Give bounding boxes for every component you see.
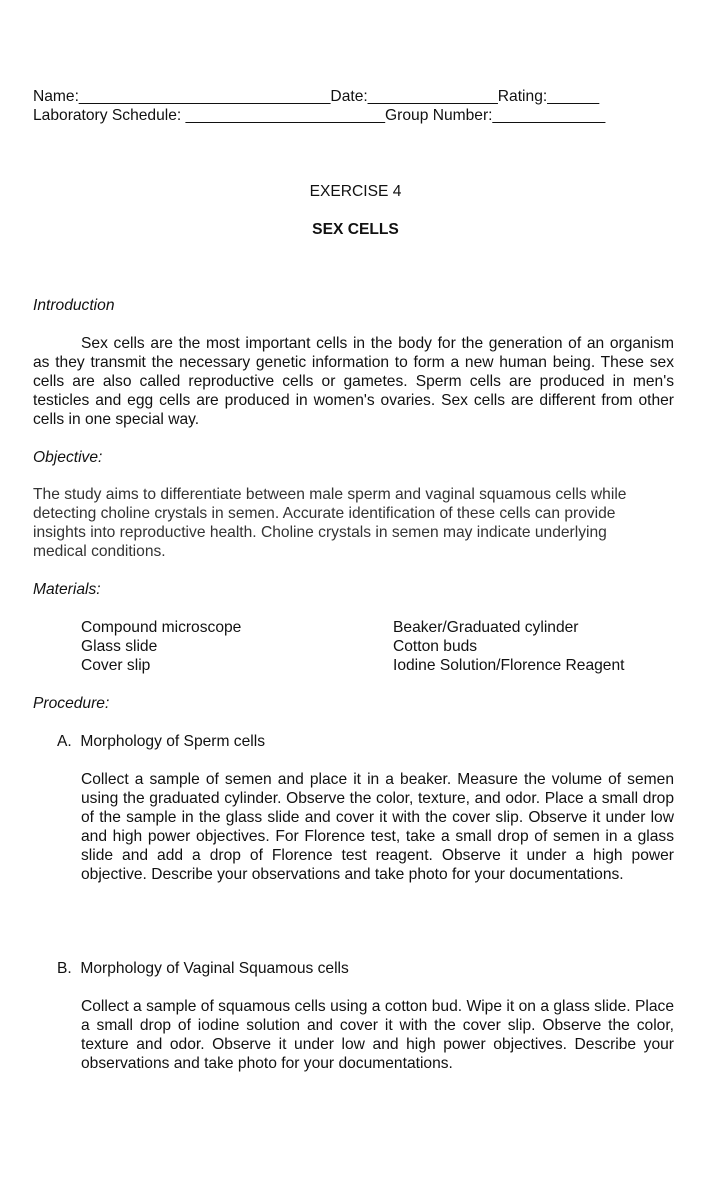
header-name-date-rating-line: Name:_____________________________Date:_______________Rating:______ [33, 88, 600, 105]
material-item: Compound microscope [81, 619, 242, 636]
objective-heading: Objective: [33, 449, 103, 466]
material-item: Beaker/Graduated cylinder [393, 619, 579, 636]
procedure-part-b-body: Collect a sample of squamous cells using a cotton bud. Wipe it on a glass slide. Place a small drop of iodine solution and cover it with the cover slip. Observe the color, texture and odor. Observe it under low and high power objectives. Describe your observations and take photo for your documentations. [81, 998, 674, 1072]
procedure-part-a-heading: A. Morphology of Sperm cells [57, 733, 266, 750]
objective-body [33, 485, 683, 561]
material-item: Iodine Solution/Florence Reagent [393, 657, 625, 674]
materials-right-column [393, 618, 624, 675]
material-item: Glass slide [81, 638, 158, 655]
procedure-part-a-body: Collect a sample of semen and place it in a beaker. Measure the volume of semen using the graduated cylinder. Observe the color, texture, and odor. Place a small drop of the sample in the glass slide and cover it with the cover slip. Observe it under low and high power objectives. For Florence test, take a small drop of semen in a glass slide and add a drop of Florence test reagent. Observe it under a high power objective. Describe your observations and take photo for your documentations. [81, 771, 674, 883]
objective-line: detecting choline crystals in semen. Accurate identification of these cells can provide [33, 505, 616, 522]
objective-line: medical conditions. [33, 543, 166, 560]
material-item: Cover slip [81, 657, 151, 674]
procedure-part-b-heading: B. Morphology of Vaginal Squamous cells [57, 960, 349, 977]
exercise-number: EXERCISE 4 [309, 183, 402, 200]
exercise-title: SEX CELLS [312, 221, 399, 238]
header-schedule-group-line: Laboratory Schedule: _______________________Group Number:_____________ [33, 107, 606, 124]
objective-line: insights into reproductive health. Choline crystals in semen may indicate underlying [33, 524, 607, 541]
introduction-heading: Introduction [33, 297, 115, 314]
materials-left-column [81, 618, 241, 675]
objective-line: The study aims to differentiate between male sperm and vaginal squamous cells while [33, 486, 627, 503]
procedure-heading: Procedure: [33, 695, 110, 712]
material-item: Cotton buds [393, 638, 478, 655]
introduction-body: Sex cells are the most important cells in the body for the generation of an organism as they transmit the necessary genetic information to form a new human being. These sex cells are also called reproductive cells or gametes. Sperm cells are produced in men's testicles and egg cells are produced in women's ovaries. Sex cells are different from other cells in one special way. [33, 335, 674, 428]
materials-heading: Materials: [33, 581, 101, 598]
